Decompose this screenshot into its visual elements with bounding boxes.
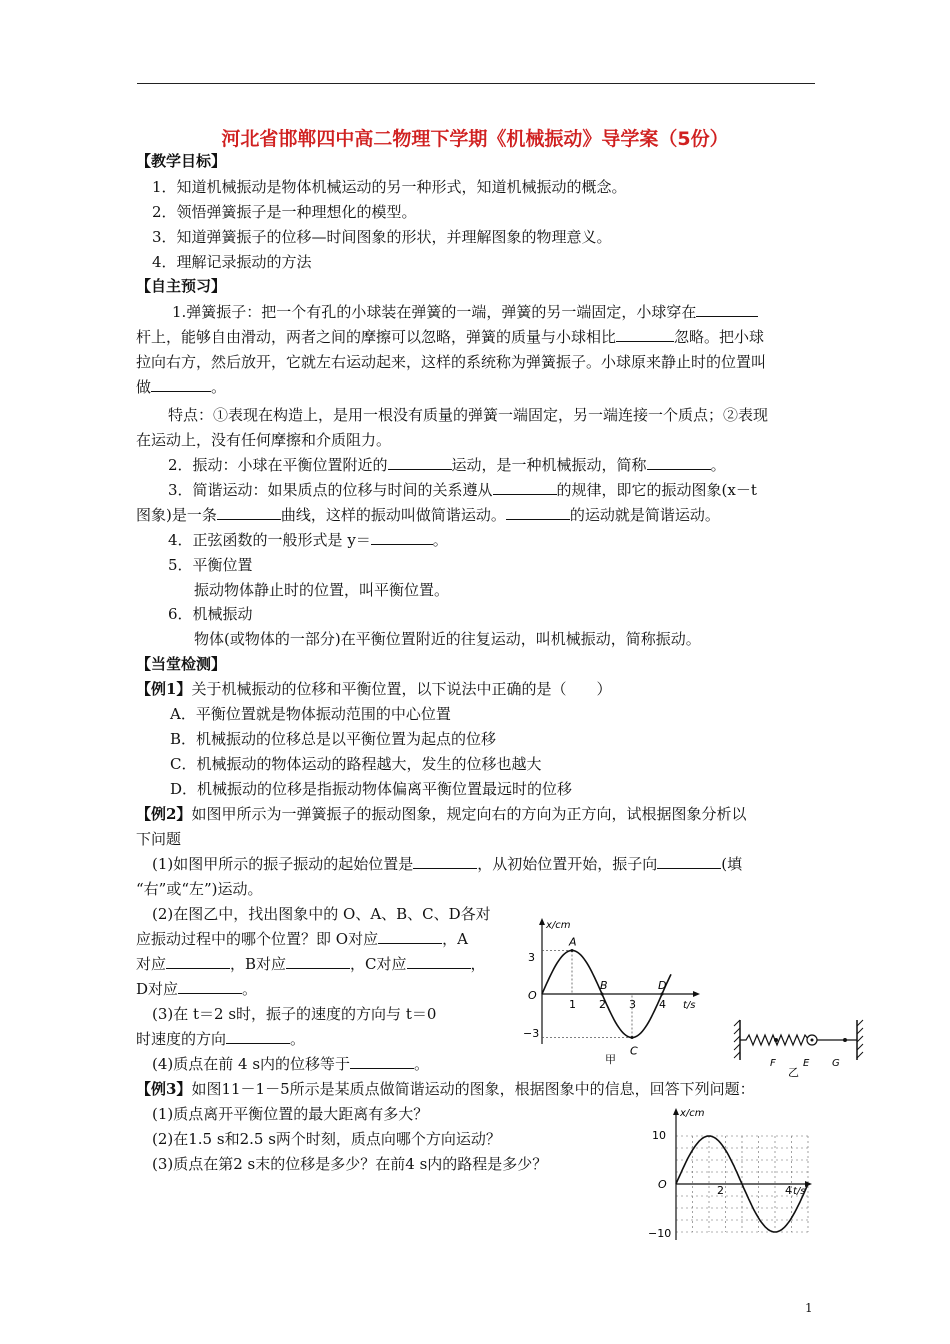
preview-line: 5．平衡位置 <box>168 556 253 574</box>
point-f <box>774 1038 778 1042</box>
preview-line: 物体(或物体的一部分)在平衡位置附近的往复运动，叫机械振动，简称振动。 <box>194 630 701 648</box>
example-2-question: 下问题 <box>136 830 182 848</box>
fill-blank[interactable] <box>178 979 242 994</box>
example-1-question: 【例1】关于机械振动的位移和平衡位置，以下说法中正确的是（ ） <box>136 680 612 698</box>
point-g <box>843 1038 847 1042</box>
fill-blank[interactable] <box>506 505 570 520</box>
header-rule <box>137 83 815 84</box>
f3-xtick-4: 4 <box>785 1184 792 1197</box>
example-2-sub2: D对应 。 <box>136 980 258 998</box>
jia-point-label: D <box>658 979 667 992</box>
preview-line: 2．振动：小球在平衡位置附近的 运动，是一种机械振动，简称 。 <box>168 456 726 474</box>
jia-y-arrow <box>539 918 545 925</box>
figure-yi-spring <box>732 1018 868 1078</box>
fill-blank[interactable] <box>647 455 711 470</box>
example-2-sub4: (4)质点在前 4 s内的位移等于 。 <box>152 1055 430 1073</box>
preview-line: 拉向右方，然后放开，它就左右运动起来，这样的系统称为弹簧振子。小球原来静止时的位置叫 <box>136 353 767 371</box>
preview-line: 杆上，能够自由滑动，两者之间的摩擦可以忽略，弹簧的质量与小球相比 忽略。把小球 <box>136 328 765 346</box>
figure-jia-chart <box>520 916 705 1066</box>
fill-blank[interactable] <box>151 377 211 392</box>
section-goals: 【教学目标】 <box>136 152 227 170</box>
jia-point-label: C <box>630 1044 638 1058</box>
jia-ytick-pos: 3 <box>528 951 535 964</box>
option-c[interactable]: C．机械振动的物体运动的路程越大，发生的位移也越大 <box>170 755 542 773</box>
example-3-sub3: (3)质点在第2 s末的位移是多少？在前4 s内的路程是多少？ <box>152 1155 548 1173</box>
goal-item: 2．领悟弹簧振子是一种理想化的模型。 <box>152 203 417 221</box>
goal-item: 4．理解记录振动的方法 <box>152 253 312 271</box>
fill-blank[interactable] <box>378 929 442 944</box>
example-2-sub1: (1)如图甲所示的振子振动的起始位置是 ，从初始位置开始，振子向 (填 <box>152 855 743 873</box>
page-title: 河北省邯郸四中高二物理下学期《机械振动》导学案（5份） <box>221 128 729 150</box>
preview-line: 在运动上，没有任何摩擦和介质阻力。 <box>136 431 392 449</box>
example-2-sub2: 对应 ，B对应 ，C对应 ， <box>136 955 486 973</box>
right-wall-hatch <box>857 1020 863 1058</box>
fill-blank[interactable] <box>166 954 230 969</box>
jia-xtick-label: 4 <box>659 998 666 1011</box>
left-wall-hatch <box>734 1020 740 1058</box>
jia-data-point <box>661 993 664 996</box>
option-b[interactable]: B．机械振动的位移总是以平衡位置为起点的位移 <box>170 730 497 748</box>
fill-blank[interactable] <box>388 455 452 470</box>
jia-xtick-label: 1 <box>569 998 576 1011</box>
option-d[interactable]: D．机械振动的位移是指振动物体偏离平衡位置最远时的位移 <box>170 780 573 798</box>
fill-blank[interactable] <box>371 530 433 545</box>
jia-data-point <box>631 1036 634 1039</box>
f3-y-arrow <box>673 1108 679 1115</box>
jia-axes <box>539 918 700 1044</box>
fill-blank[interactable] <box>407 954 471 969</box>
yi-caption: 乙 <box>788 1066 799 1078</box>
label-f: F <box>770 1058 776 1069</box>
preview-line: 6．机械振动 <box>168 605 253 623</box>
preview-line: 4．正弦函数的一般形式是 y＝ 。 <box>168 531 448 549</box>
f3-ylabel: x/cm <box>680 1108 705 1119</box>
preview-line: 3．简谐运动：如果质点的位移与时间的关系遵从 的规律，即它的振动图象(x－t <box>168 481 757 499</box>
jia-xlabel: t/s <box>683 1000 696 1011</box>
jia-caption: 甲 <box>605 1053 616 1066</box>
fill-blank[interactable] <box>413 854 477 869</box>
f3-ytick-neg: −10 <box>648 1227 672 1240</box>
fill-blank[interactable] <box>350 1054 414 1069</box>
jia-point-label: B <box>600 979 608 992</box>
preview-line: 特点：①表现在构造上，是用一根没有质量的弹簧一端固定，另一端连接一个质点；②表现 <box>168 406 769 424</box>
jia-xtick-label: 2 <box>599 998 606 1011</box>
f3-origin: O <box>658 1178 667 1191</box>
f3-x-arrow <box>805 1181 812 1187</box>
f3-xtick-2: 2 <box>717 1184 724 1197</box>
option-a[interactable]: A．平衡位置就是物体振动范围的中心位置 <box>170 705 451 723</box>
fill-blank[interactable] <box>286 954 350 969</box>
section-check: 【当堂检测】 <box>136 655 227 673</box>
example-2-sub2: (2)在图乙中，找出图象中的 O、A、B、C、D各对 <box>152 905 491 923</box>
page-number: 1 <box>805 1301 813 1315</box>
fill-blank[interactable] <box>217 505 281 520</box>
fill-blank[interactable] <box>616 327 674 342</box>
section-preview: 【自主预习】 <box>136 277 227 295</box>
jia-ylabel: x/cm <box>546 920 571 931</box>
example-3-question: 【例3】如图11－1－5所示是某质点做简谐运动的图象，根据图象中的信息，回答下列问题： <box>136 1080 755 1098</box>
jia-data-point <box>601 993 604 996</box>
label-e: E <box>803 1058 810 1069</box>
label-g: G <box>832 1058 840 1069</box>
example-2-sub3: (3)在 t＝2 s时，振子的速度的方向与 t＝0 <box>152 1005 437 1023</box>
fill-blank[interactable] <box>657 854 721 869</box>
goal-item: 1．知道机械振动是物体机械运动的另一种形式，知道机械振动的概念。 <box>152 178 627 196</box>
figure-ex3-chart <box>648 1104 828 1244</box>
jia-xtick-label: 3 <box>629 998 636 1011</box>
example-3-sub1: (1)质点离开平衡位置的最大距离有多大？ <box>152 1105 429 1123</box>
example-2-sub3: 时速度的方向 。 <box>136 1030 306 1048</box>
preview-line: 做 。 <box>136 378 227 396</box>
preview-line: 振动物体静止时的位置，叫平衡位置。 <box>194 581 450 599</box>
fill-blank[interactable] <box>696 302 758 317</box>
goal-item: 3．知道弹簧振子的位移—时间图象的形状，并理解图象的物理意义。 <box>152 228 612 246</box>
preview-line: 图象)是一条 曲线，这样的振动叫做简谐运动。 的运动就是简谐运动。 <box>136 506 720 524</box>
preview-line: 1.弹簧振子：把一个有孔的小球装在弹簧的一端，弹簧的另一端固定，小球穿在 <box>172 302 758 322</box>
f3-xlabel: t/s <box>793 1186 806 1197</box>
f3-ytick-pos: 10 <box>652 1129 666 1142</box>
jia-ytick-neg: −3 <box>523 1027 540 1040</box>
fill-blank[interactable] <box>226 1029 290 1044</box>
example-2-question: 【例2】如图甲所示为一弹簧振子的振动图象，规定向右的方向为正方向，试根据图象分析以 <box>136 805 747 823</box>
jia-x-arrow <box>693 991 700 997</box>
jia-data-point <box>571 949 574 952</box>
example-3-sub2: (2)在1.5 s和2.5 s两个时刻，质点向哪个方向运动？ <box>152 1130 501 1148</box>
ball-center <box>811 1039 814 1042</box>
jia-point-label: A <box>569 935 577 949</box>
example-2-sub1: “右”或“左”)运动。 <box>136 880 263 898</box>
jia-origin: O <box>528 989 537 1002</box>
example-2-sub2: 应振动过程中的哪个位置？即 O对应 ，A <box>136 930 468 948</box>
fill-blank[interactable] <box>493 480 557 495</box>
